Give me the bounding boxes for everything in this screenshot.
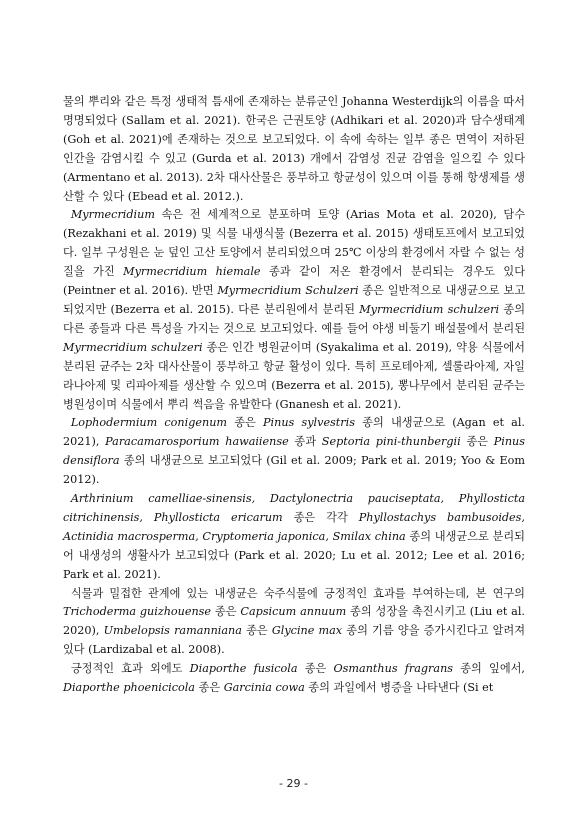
text-run: 종의 과일에서 병증을 나타낸다 (Si et — [304, 681, 494, 695]
species-name: Arthrinium camelliae-sinensis, Dactylonectria pauciseptata, Phyllosticta citrichinensis, Phyllosticta ericarum — [63, 492, 525, 524]
text-run: 종은 — [460, 435, 494, 449]
paragraph-2 — [63, 206, 525, 414]
text-run: 종과 — [288, 435, 322, 449]
species-name: Septoria pini-thunbergii — [321, 435, 461, 449]
page-number: - 29 - — [279, 777, 308, 790]
species-name: Myrmecridium hiemale — [123, 265, 261, 279]
paragraph-5 — [63, 585, 525, 661]
species-name: Lophodermium conigenum — [70, 416, 228, 430]
text-run: 종은 — [227, 416, 264, 430]
species-name: Umbelopsis ramanniana — [103, 624, 242, 638]
species-name: Capsicum annuum — [240, 605, 347, 619]
text-run: 속은 전 세계적으로 분포하며 토양 (Arias Mota et al. 2020), 담수 (Rezakhani et al. 2019) 및 식물 내생식물 (Bezerra et al. 2015) 생태토프에서 보고되었다. 일부 구성원은 눈 덮인 고산 토양에서 분리되었으며 25℃ 이상의 환경에서 자랄 수 없는 성질을 가진 — [63, 208, 525, 279]
text-run: 식물과 밀접한 관계에 있는 내생균은 숙주식물에 긍정적인 효과를 부여하는데, 본 연구의 — [70, 586, 525, 600]
species-name: Garcinia cowa — [223, 681, 305, 695]
text-run: 물의 뿌리와 같은 특정 생태적 틈새에 존재하는 분류군인 Johanna Westerdijk의 이름을 따서 명명되었다 (Sallam et al. 2021). 한국은 근권토양 (Adhikari et al. 2020)과 담수생태계 (Goh et al. 2021)에 존재하는 것으로 보고되었다. 이 속에 속하는 일부 종은 면역이 저하된 인간을 감염시킬 수 있고 (Gurda et al. 2013) 개에서 감염성 진균 감염을 일으킬 수 있다 (Armentano et al. 2013). 2차 대사산물은 풍부하고 항균성이 있으며 이를 통해 항생제를 생산할 수 있다 (Ebead et al. 2012.). — [63, 95, 525, 203]
text-run: 긍정적인 효과 외에도 — [70, 662, 190, 676]
body-text — [63, 93, 525, 698]
paragraph-4 — [63, 490, 525, 585]
text-run: 종은 — [194, 681, 224, 695]
text-run: 종은 각각 — [282, 510, 359, 524]
text-run: 종의 잎에서, — [453, 662, 525, 676]
species-name: Diaporthe phoenicicola — [63, 681, 195, 695]
paragraph-3 — [63, 414, 525, 490]
species-name: Myrmecridium schulzeri — [359, 302, 500, 316]
species-name: Pinus densiflora — [63, 435, 525, 468]
text-run: 종은 — [211, 605, 241, 619]
species-name: Pinus sylvestris — [263, 416, 355, 430]
species-name: Myrmecridium schulzeri — [63, 340, 203, 354]
paragraph-1 — [63, 93, 525, 206]
text-run: 종은 일반적으로 내생균으로 보고되었지만 (Bezerra et al. 2015). 다른 분리원에서 분리된 — [63, 284, 526, 316]
species-name: Osmanthus fragrans — [333, 662, 454, 676]
species-name: Myrmecridium Schulzeri — [217, 284, 359, 298]
text-run: 종은 — [297, 662, 334, 676]
text-run: 종의 다른 종들과 다른 특성을 가지는 것으로 보고되었다. 예를 들어 야생 비둘기 배설물에서 분리된 — [63, 302, 526, 335]
text-run: 종의 내생균으로 (Agan et al. 2021), — [63, 416, 525, 449]
species-name: Glycine max — [271, 624, 343, 638]
text-run: 종은 — [241, 624, 272, 638]
paragraph-6 — [63, 660, 525, 698]
text-run: 종의 내생균으로 분리되어 내생성의 생활사가 보고되었다 (Park et al. 2020; Lu et al. 2012; Lee et al. 2016; Park et al. 2021). — [63, 529, 525, 581]
text-run: 종의 성장을 촉진시키고 (Liu et al. 2020), — [63, 605, 525, 638]
species-name: Paracamarosporium hawaiiense — [105, 435, 289, 449]
species-name: Diaporthe fusicola — [189, 662, 298, 676]
species-name: Myrmecridium — [70, 208, 155, 222]
text-run: 종과 같이 저온 환경에서 분리되는 경우도 있다 (Peintner et al. 2016). 반면 — [63, 265, 526, 298]
species-name: Trichoderma guizhouense — [63, 605, 212, 619]
text-run: 종의 내생균으로 보고되었다 (Gil et al. 2009; Park et al. 2019; Yoo & Eom 2012). — [63, 454, 525, 487]
text-run: 종의 기름 양을 증가시킨다고 알려져있다 (Lardizabal et al. 2008). — [63, 624, 526, 657]
text-run: 종은 인간 병원균이며 (Syakalima et al. 2019), 약용 식물에서 분리된 균주는 2차 대사산물이 풍부하고 항균 활성이 있다. 특히 프로테아제, 셀룰라아제, 자일라나아제 및 리파아제를 생산할 수 있으며 (Bezerra et al. 2015), 뽕나무에서 분리된 균주는 병원성이며 식물에서 뿌리 썩음을 유발한다 (Gnanesh et al. 2021). — [63, 340, 525, 411]
species-name: Phyllostachys bambusoides, Actinidia macrosperma, Cryptomeria japonica, Smilax china — [63, 510, 525, 543]
